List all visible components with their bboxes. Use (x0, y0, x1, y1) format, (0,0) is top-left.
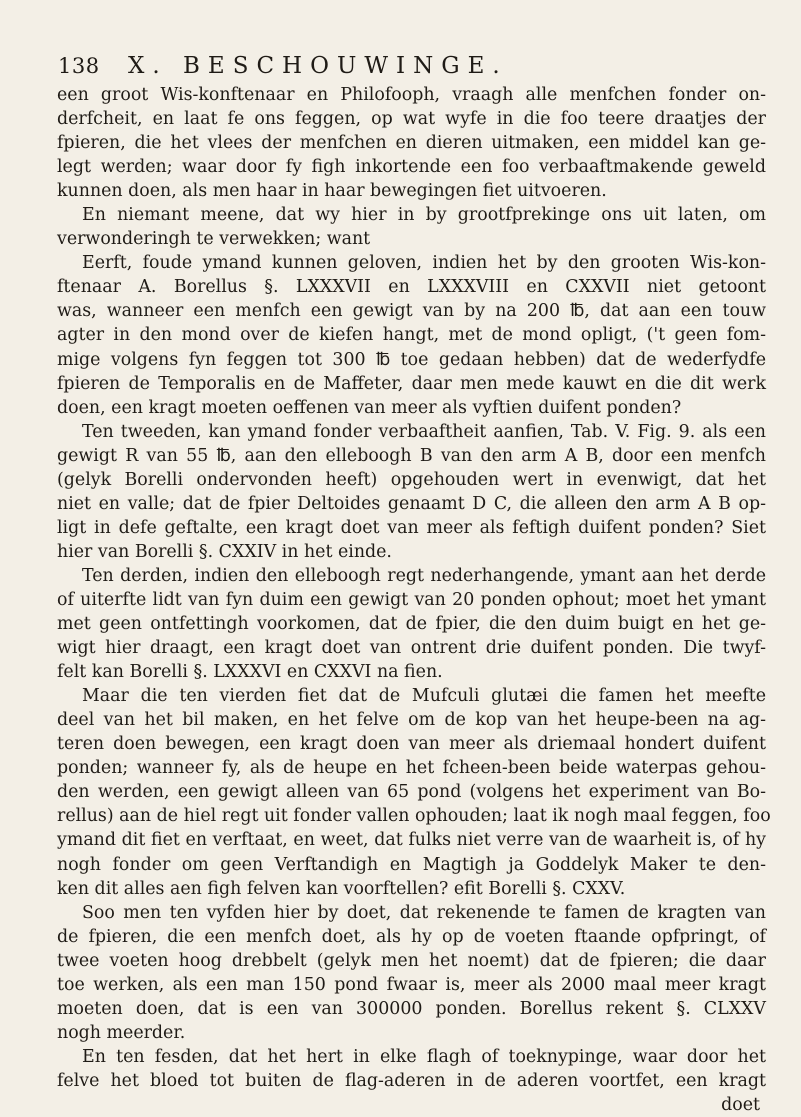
text-line: met geen ontfettingh voorkomen, dat de fpier, die den duim buigt en het ge- (57, 614, 766, 635)
text-line: nogh meerder. (57, 1022, 186, 1043)
text-line: mige volgens fyn feggen tot 300 ℔ toe gedaan hebben) dat de wederfydfe (57, 349, 766, 370)
text-line: of uiterfte lidt van fyn duim een gewigt van 20 ponden ophout; moet het ymant (57, 589, 766, 610)
text-line: den werden, een gewigt alleen van 65 pond (volgens het experiment van Bo- (57, 782, 766, 803)
body-text (57, 83, 771, 1117)
page-header (58, 53, 758, 83)
text-line: ligt in defe geftalte, een kragt doet van meer als feftigh duifent ponden? Siet (57, 517, 766, 538)
text-line: ftenaar A. Borellus §. LXXXVII en LXXXVIII en CXXVII niet getoont (57, 277, 766, 298)
text-line: ponden; wanneer fy, als de heupe en het fcheen-been beide waterpas gehou- (57, 758, 766, 779)
text-line: hier van Borelli §. CXXIV in het einde. (57, 541, 392, 562)
text-line: agter in den mond over de kiefen hangt, met de mond opligt, ('t geen fom- (57, 325, 766, 346)
text-line: felve het bloed tot buiten de flag-aderen in de aderen voortfet, een kragt (57, 1070, 766, 1091)
text-line: toe werken, als een man 150 pond fwaar is, meer als 2000 maal meer kragt (57, 974, 766, 995)
catchword: doet (721, 1094, 760, 1115)
running-title: X. BESCHOUWINGE. (128, 53, 508, 79)
text-line: nogh fonder om geen Verftandigh en Magtigh ja Goddelyk Maker te den- (57, 854, 766, 875)
text-line: wigt hier draagt, een kragt doet van ontrent drie duifent ponden. Die twyf- (57, 638, 766, 659)
text-line: fpieren de Temporalis en de Maffeter, daar men mede kauwt en die dit werk (57, 373, 766, 394)
text-line: niet en valle; dat de fpier Deltoides genaamt D C, die alleen den arm A B op- (57, 493, 766, 514)
text-line: ken dit alles aen figh felven kan voorftellen? efit Borelli §. CXXV. (57, 878, 626, 899)
text-line: Ten tweeden, kan ymand fonder verbaaftheit aanfien, Tab. V. Fig. 9. als een (82, 421, 766, 442)
text-line: En ten fesden, dat het hert in elke flagh of toeknypinge, waar door het (82, 1046, 766, 1067)
text-line: felt kan Borelli §. LXXXVI en CXXVI na fien. (57, 662, 443, 683)
text-line: Eerft, foude ymand kunnen geloven, indien het by den grooten Wis-kon- (82, 253, 766, 274)
text-line: een groot Wis-konftenaar en Philofooph, vraagh alle menfchen fonder on- (57, 85, 766, 105)
text-line: de fpieren, die een menfch doet, als hy op de voeten ftaande opfpringt, of (57, 926, 766, 947)
text-line: was, wanneer een menfch een gewigt van by na 200 ℔, dat aan een touw (57, 301, 766, 322)
text-line: (gelyk Borelli ondervonden heeft) opgehouden wert in evenwigt, dat het (57, 469, 766, 490)
text-line: kunnen doen, als men haar in haar bewegingen fiet uitvoeren. (57, 181, 607, 202)
text-line: Ten derden, indien den elleboogh regt nederhangende, ymant aan het derde (82, 565, 766, 586)
text-line: Soo men ten vyfden hier by doet, dat rekenende te famen de kragten van (82, 902, 766, 923)
text-line: ymand dit fiet en verftaat, en weet, dat fulks niet verre van de waarheit is, of hy (57, 830, 766, 851)
text-line: fpieren, die het vlees der menfchen en dieren uitmaken, een middel kan ge- (57, 133, 766, 154)
text-line: En niemant meene, dat wy hier in by grootfprekinge ons uit laten, om (82, 205, 766, 226)
text-line: Maar die ten vierden fiet dat de Mufculi glutæi die famen het meefte (82, 686, 766, 707)
text-line: legt werden; waar door fy figh inkortende een foo verbaaftmakende geweld (57, 157, 766, 178)
text-line: verwonderingh te verwekken; want (57, 229, 371, 250)
page-number: 138 (58, 54, 100, 78)
text-line: deel van het bil maken, en het felve om de kop van het heupe-been na ag- (57, 710, 766, 731)
text-line: teren doen bewegen, een kragt doen van meer als driemaal hondert duifent (57, 734, 766, 755)
text-line: doen, een kragt moeten oeffenen van meer als vyftien duifent ponden? (57, 397, 682, 418)
text-line: rellus) aan de hiel regt uit fonder vallen ophouden; laat ik nogh maal feggen, foo (57, 806, 771, 827)
text-line: twee voeten hoog drebbelt (gelyk men het noemt) dat de fpieren; die daar (57, 950, 766, 971)
text-line: gewigt R van 55 ℔, aan den elleboogh B van den arm A B, door een menfch (57, 445, 766, 466)
text-line: derfcheit, en laat fe ons feggen, op wat wyfe in die foo teere draatjes der (57, 109, 766, 130)
text-line: moeten doen, dat is een van 300000 ponden. Borellus rekent §. CLXXV (57, 998, 766, 1019)
